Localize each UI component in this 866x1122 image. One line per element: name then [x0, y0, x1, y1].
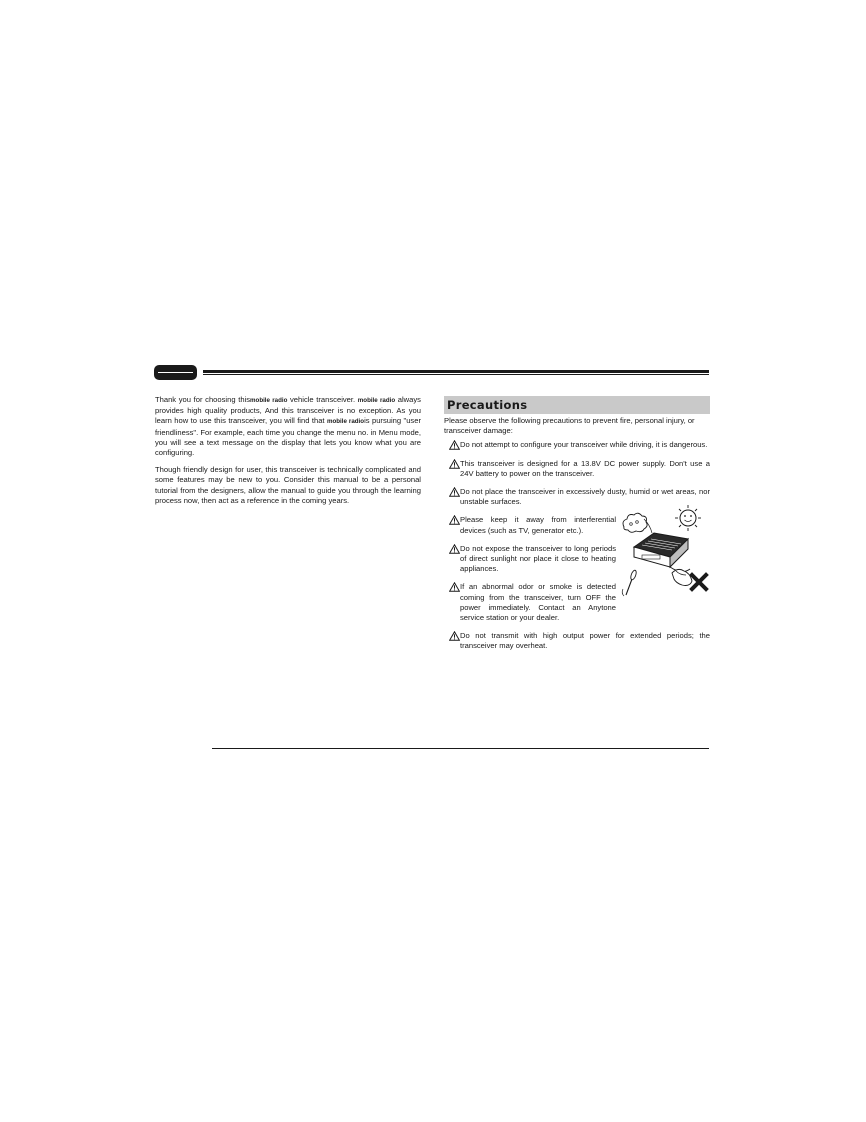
warning-triangle-icon [449, 459, 460, 469]
precaution-text: If an abnormal odor or smoke is detected coming from the transceiver, turn OFF the power immediately. Contact an Anytone service station or your dealer. [460, 582, 616, 623]
screwdriver-icon [622, 570, 637, 596]
warning-triangle-icon [449, 515, 460, 525]
warning-triangle-icon [449, 544, 460, 554]
brand-text: mobile radio [326, 418, 365, 426]
interference-cloud-icon [623, 513, 652, 533]
prohibited-x-icon [692, 575, 706, 589]
precaution-text: Do not transmit with high output power for extended periods; the transceiver may overheat. [460, 631, 710, 651]
brand-text: mobile radio [357, 397, 396, 404]
warning-triangle-icon [449, 487, 460, 497]
intro-paragraph-2: Though friendly design for user, this transceiver is technically complicated and some features may be new to you. Consider this manual to be a personal tutorial from the designers, allow the manual to guide you through the learning process now, then act as a reference in the coming years. [155, 465, 421, 505]
precaution-text: Do not attempt to configure your transceiver while driving, it is dangerous. [460, 440, 708, 450]
brand-text: mobile radio [250, 397, 288, 404]
precautions-intro: Please observe the following precautions to prevent fire, personal injury, or transceiver damage: [444, 416, 695, 436]
warning-triangle-icon [449, 582, 460, 592]
list-item [444, 544, 616, 575]
intro-text: always provides high quality products, And this transceiver is no exception. As you learn how to use this transceiver, you will find that [155, 395, 421, 426]
precautions-heading-bar [444, 396, 710, 414]
list-item [444, 631, 710, 651]
transceiver-hazards-illustration [620, 503, 712, 605]
precautions-title: Precautions [447, 397, 528, 412]
transceiver-icon [634, 533, 690, 572]
intro-paragraph-1 [155, 395, 421, 458]
footer-rule [212, 748, 709, 749]
precaution-text: This transceiver is designed for a 13.8V DC power supply. Don't use a 24V battery to power on the transceiver. [460, 458, 710, 478]
warning-triangle-icon [449, 631, 460, 641]
list-item [444, 582, 616, 623]
intro-text: Thank you for choosing this [155, 395, 251, 404]
intro-text: is pursuing "user friendliness". For example, each time you change the menu no. in Menu mode, you will see a text message on the display that lets you know what you are configuring. [155, 416, 421, 458]
warning-triangle-icon [449, 440, 460, 450]
precaution-text: Do not place the transceiver in excessively dusty, humid or wet areas, nor unstable surfaces. [460, 487, 710, 507]
header-rule [203, 370, 709, 373]
intro-column [155, 395, 421, 513]
list-item [444, 440, 710, 450]
section-tab-icon [154, 365, 197, 380]
precaution-text: Do not expose the transceiver to long periods of direct sunlight nor place it close to heating appliances. [460, 543, 616, 574]
intro-text: vehicle transceiver. [287, 395, 358, 404]
precaution-text: Please keep it away from interferential devices (such as TV, generator etc.). [460, 515, 616, 535]
list-item [444, 515, 616, 535]
hand-icon [672, 569, 692, 585]
list-item [444, 459, 710, 479]
sun-icon [675, 505, 701, 531]
